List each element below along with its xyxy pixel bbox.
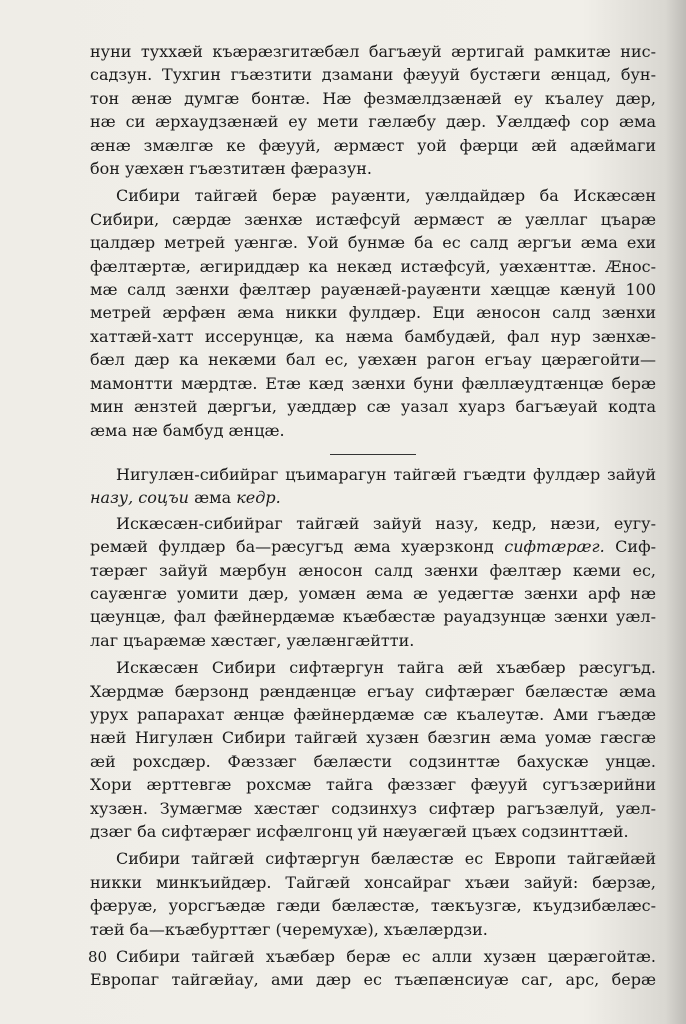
text-line: бон уæхæн гъæзтитæн фæразун. (90, 159, 372, 179)
text-line: урух рапарахат æнцæ фæйнердæмæ сæ къалеутæ. Ами гъæдæ (90, 704, 656, 724)
paragraph-4 (90, 656, 656, 843)
text-line: Европаг тайгæйау, ами дæр ес тъæпæнсиуæ саг, арс, берæ (90, 970, 656, 990)
text-line: Хæрдмæ бæрзонд рæндæнцæ егъау сифтæрæг бæлæстæ æма (90, 681, 656, 701)
conjunction: æма (194, 488, 232, 508)
text-line: цæунцæ, фал фæйнердæмæ къæбæстæ рауадзунцæ зæнхи уæл- (90, 607, 656, 627)
text-line: мамонтти мæрдтæ. Етæ кæд зæнхи буни фæллæудтæнцæ берæ (90, 373, 656, 393)
text-line: лаг цъарæмæ хæстæг, уæлæнгæйтти. (90, 630, 415, 650)
text-fragment: ремæй фулдæр ба—рæсугъд æма хуæрзконд (90, 537, 494, 557)
text-line: метрей æрфæн æма никки фулдæр. Еци æносон салд зæнхи (90, 303, 656, 323)
text-line: мин æнзтей дæргъи, уæддæр сæ уазал хуарз багъæуай кодта (90, 397, 656, 417)
text-line: цалдæр метрей уæнгæ. Уой бунмæ ба ес салд æргъи æма ехи (90, 233, 656, 253)
paragraph-3 (90, 512, 656, 652)
text-line: хаттæй-хатт иссерунцæ, ка нæма бамбудæй, фал нур зæнхæ- (90, 326, 656, 346)
text-line: Сибири тайгæй хъæбæр берæ ес алли хузæн цæрæгойтæ. (116, 947, 656, 967)
text-line: Сибири тайгæй сифтæргун бæлæстæ ес Европи тайгæйæй (116, 849, 656, 869)
text-line: дзæг ба сифтæрæг исфæлгонц уй нæуæгæй цъæх содзинттæй. (90, 822, 629, 841)
page-number: 80 (88, 948, 108, 966)
text-line: фæруæ, уорсгъæдæ гæди бæлæстæ, тæкъузгæ, къудзибæлæс- (90, 896, 656, 916)
text-line: мæ салд зæнхи фæлтæр рауæнæй-рауæнти хæццæ кæнуй 100 (90, 280, 656, 300)
text-line: Искæсæн Сибири сифтæргун тайга æй хъæбæр рæсугъд. (116, 658, 656, 678)
text-line: сауæнгæ уомити дæр, уомæн æма æ уедæгтæ зæнхи арф нæ (90, 583, 656, 603)
text-fragment: Сиф- (615, 537, 657, 557)
paragraph-5 (90, 847, 656, 941)
text-line: æй рохсдæр. Фæззæг бæлæсти содзинттæ бахускæ унцæ. (90, 751, 656, 771)
text-line: тон æнæ думгæ бонтæ. Нæ фезмæлдзæнæй еу къалеу дæр, (90, 88, 656, 108)
page-text (90, 40, 656, 992)
text-line: нуни туххæй къæрæзгитæбæл багъæуй æртигай рамкитæ нис- (90, 42, 656, 61)
text-line: тæрæг зайуй мæрбун æносон салд зæнхи фæлтæр кæми ес, (90, 560, 656, 580)
text-line: æнæ змæлгæ ке фæууй, æрмæст уой фæрци æй адæймаги (90, 135, 656, 155)
paragraph-1 (90, 40, 656, 180)
italic-term: кедр. (236, 488, 281, 508)
text-line: Хори æрттевгæ рохсмæ тайга фæззæг фæууй сугъзæрийни (90, 775, 656, 795)
text-line: æма нæ бамбуд æнцæ. (90, 420, 285, 440)
italic-term: назу, соцъи (90, 488, 189, 508)
text-line: Сибири, сæрдæ зæнхæ истæфсуй æрмæст æ уæллаг цъарæ (90, 209, 656, 229)
text-line (90, 535, 656, 558)
text-line: Нигулæн-сибийраг цъимарагун тайгæй гъæдти фулдæр зайуй (116, 464, 656, 484)
text-line: нæй Нигулæн Сибири тайгæй хузæн бæзгин æма уомæ гæсгæ (90, 728, 656, 748)
section-lead (90, 463, 656, 510)
text-line: хузæн. Зумæгмæ хæстæг содзинхуз сифтæр рагъзæлуй, уæл- (90, 798, 656, 818)
paragraph-2 (90, 184, 656, 441)
paragraph-6 (90, 945, 656, 992)
section-divider (330, 454, 416, 455)
text-line: нæ си æрхаудзæнæй еу мети гæлæбу дæр. Уæлдæф сор æма (90, 112, 656, 132)
text-line (90, 486, 656, 509)
text-line: тæй ба—къæбурттæг (черемухæ), хъæлæрдзи. (90, 919, 488, 939)
text-line: никки минкъийдæр. Тайгæй хонсайраг хъæи зайуй: бæрзæ, (90, 872, 656, 892)
text-line: Искæсæн-сибийраг тайгæй зайуй назу, кедр, нæзи, еугу- (116, 513, 656, 533)
text-line: Сибири тайгæй берæ рауæнти, уæлдайдæр ба Искæсæн (116, 186, 656, 206)
text-line: бæл дæр ка некæми бал ес, уæхæн рагон егъау цæрæгойти— (90, 350, 656, 370)
italic-term: сифтæрæг. (504, 537, 605, 557)
text-line: садзун. Тухгин гъæзтити дзамани фæууй бустæги æнцад, бун- (90, 65, 656, 85)
text-line: фæлтæртæ, æгириддæр ка некæд истæфсуй, уæхæнттæ. Æнос- (90, 256, 656, 276)
